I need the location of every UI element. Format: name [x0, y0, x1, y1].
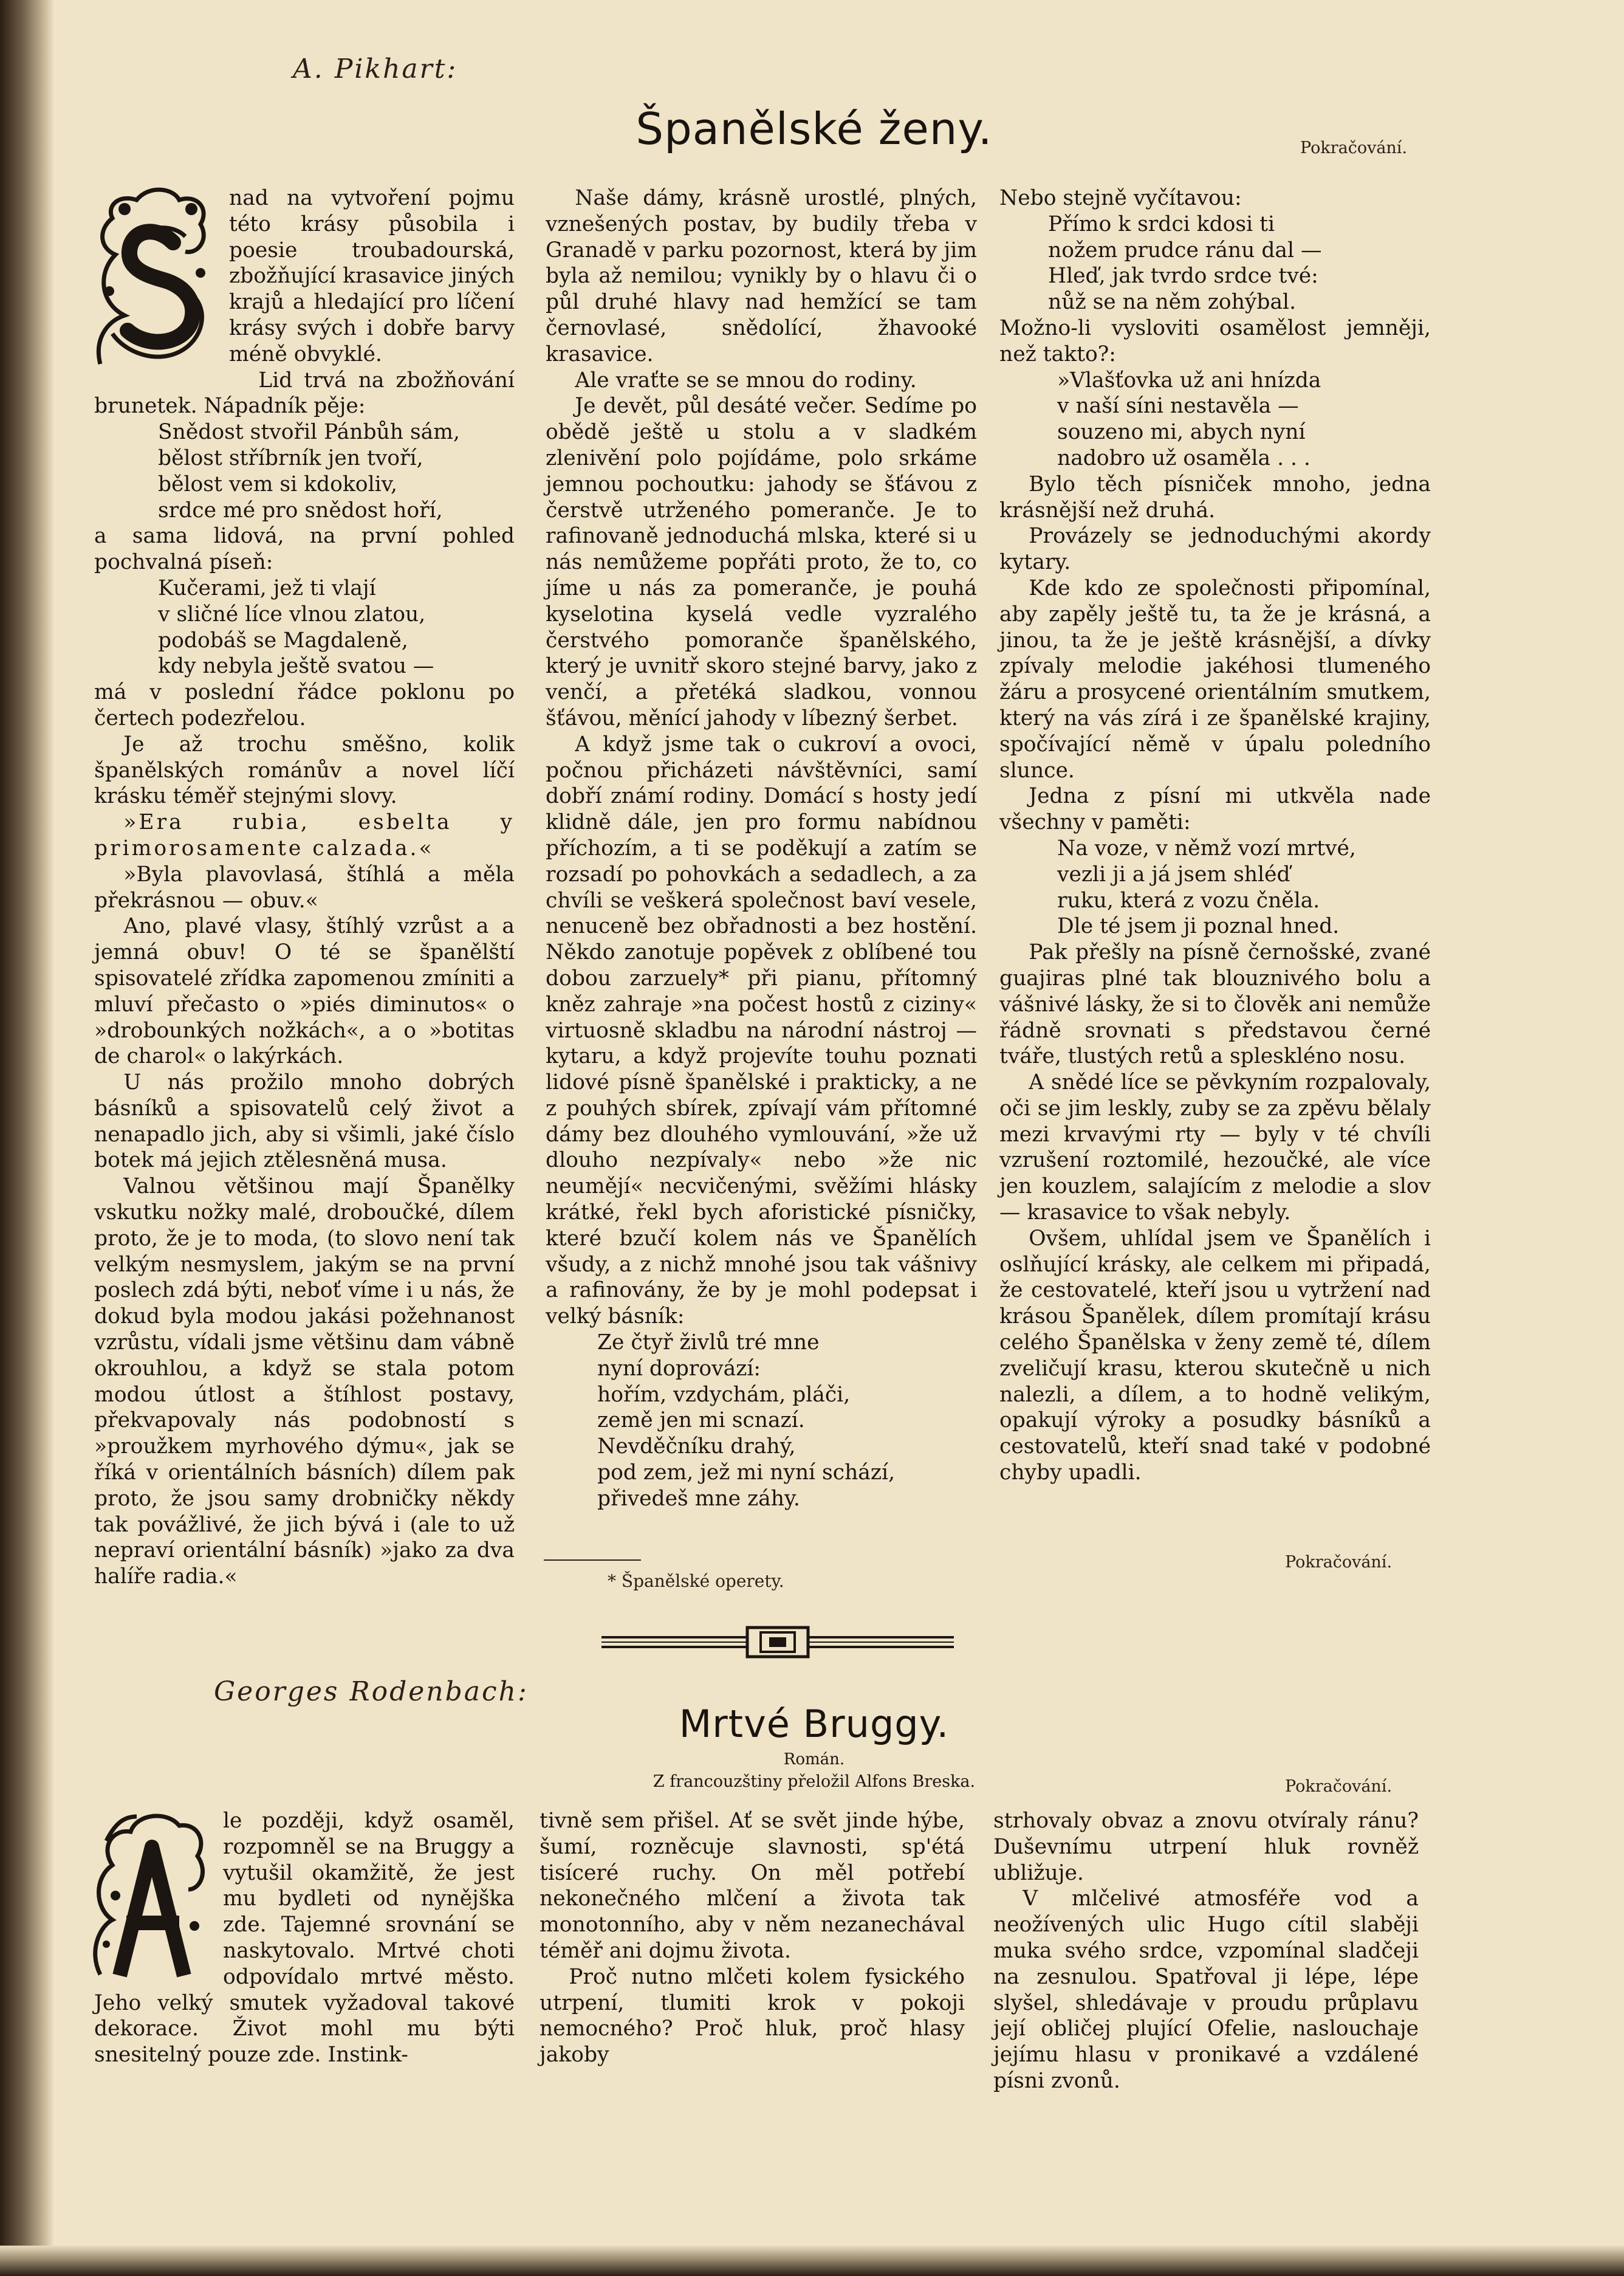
verse-line: ruku, která z vozu čněla.	[1057, 888, 1320, 913]
paragraph: Kde kdo ze společnosti připomínal, aby zapěly ještě tu, ta že je krásná, a jinou, ta že je ještě krásnější, a dívky zpívaly melodie jakéhosi tlumeného žáru a prosycené orientálním smutkem, který na vás zírá i ze španělské krajiny, spočívající němě v úpalu poledního slunce.	[999, 576, 1431, 783]
verse-line: vezli ji a já jsem shléď	[1057, 862, 1290, 887]
verse-line: v naší síni nestavěla —	[1057, 394, 1299, 419]
verse-line: pod zem, jež mi nyní schází,	[597, 1460, 896, 1485]
verse-line: přivedeš mne záhy.	[597, 1486, 800, 1511]
paragraph: Valnou většinou mají Španělky vskutku nožky malé, droboučké, dílem proto, že je to moda, (to slovo není tak velkým nesmyslem, jakým se na první poslech zdá býti, neboť víme i u nás, že dokud byla modou jakási požehnanost vzrůstu, vídali jsme většinu dam vábně okrouhlou, a když se stala potom modou útlost a štíhlost postavy, překvapovaly nás podobností s »proužkem myrhového dýmu«, jak se říká v orientálních básních) dílem pak proto, že jsou samy drobničky někdy tak povážlivé, že jich bývá i (ale to už nepraví orientální básník) »jako za dva halíře radia.«	[94, 1174, 515, 1589]
paragraph: Bylo těch písniček mnoho, jedna krásnější než druhá.	[999, 472, 1431, 523]
paragraph: U nás prožilo mnoho dobrých básníků a spisovatelů celý život a nenapadlo jich, aby si všimli, jaké číslo botek má jejich ztělesněná musa.	[94, 1070, 515, 1173]
ornamental-initial-a	[88, 1804, 210, 1987]
paragraph: má v poslední řádce poklonu po čertech podezřelou.	[94, 680, 515, 731]
verse-line: Přímo k srdci kdosi ti	[1048, 211, 1275, 236]
paragraph: Možno-li vysloviti osamělost jemněji, než takto?:	[999, 315, 1431, 366]
paragraph: Ano, plavé vlasy, štíhlý vzrůst a a jemná obuv! O té se španělští spisovatelé zřídka zapomenou zmíniti a mluví přečasto o »piés diminutos« o »drobounkých nožkách«, a o »botitas de charol« o lakýrkách.	[94, 914, 515, 1069]
paragraph: Nebo stejně vyčítavou:	[999, 186, 1242, 210]
paragraph: le později, když osaměl, rozpomněl se na Bruggy a vytušil okamžitě, že jest mu bydleti od nynějška zde. Tajemné srovnání se naskytovalo. Mrtvé choti odpovídalo mrtvé město. Jeho velký smutek vyžadoval takové dekorace. Život mohl mu býti snesitelný pouze zde. Instink-	[94, 1809, 515, 2068]
paragraph: V mlčelivé atmosféře vod a neožívených ulic Hugo cítil slaběji muka svého srdce, vzpomínal sladčeji na zesnulou. Spatřoval ji lépe, lépe slyšel, shledávaje v proudu průplavu její obličej plující Ofelie, naslouchaje jejímu hlasu v pronikavé a vzdálené písni zvonů.	[993, 1886, 1419, 2093]
paragraph: tivně sem přišel. Ať se svět jinde hýbe, šumí, rozněcuje slavnosti, sp'étá tisíceré ruchy. On měl potřebí nekonečného mlčení a života tak monotonního, aby v něm nezanechával téměř ani dojmu života.	[540, 1809, 965, 1963]
verse-line: nůž se na něm zohýbal.	[1048, 290, 1297, 315]
paragraph: A když jsme tak o cukroví a ovoci, počnou přicházeti návštěvníci, samí dobří známí rodiny. Domácí s hosty jedí klidně dále, jen pro formu nabídnou příchozím, a ti se poděkují a zatím se rozsadí po pohovkách a sedadlech, a za chvíli se veškerá společnost baví vesele, nenuceně bez obřadnosti a bez hostění. Někdo zanotuje popěvek z oblíbené tou dobou zarzuely* při pianu, přítomný kněz zahraje »na počest hostů z ciziny« virtuosně skladbu na národní nástroj — kytaru, a když projevíte touhu poznati lidové písně španělské i prakticky, a ne z pouhých sbírek, zpívají vám přítomné dámy bez dlouhého vymlouvání, »že už dlouho nezpívaly« nebo »že nic neumějí« necvičenými, svěžími hlásky krátké, řekl bych aforistické písničky, které bzučí kolem nás ve Španělích všudy, a z nichž mnohé jsou tak vášnivy a rafinovány, že by je mohl podepsat i velký básník:	[546, 732, 977, 1329]
verse-line: Snědost stvořil Pánbůh sám,	[158, 420, 460, 445]
article1-column-1	[94, 185, 515, 1590]
paragraph: Lid trvá na zbožňování brunetek. Nápadník pěje:	[94, 368, 515, 419]
paragraph: A snědé líce se pěvkyním rozpalovaly, oči se jim leskly, zuby se za zpěvu bělaly mezi krvavými rty — byly v té chvíli vzrušení roztomilé, hezoučké, ale více jen kouzlem, salajícím z melodie a slov — krasavice to však nebyly.	[999, 1070, 1431, 1225]
verse-line: Kučerami, jež ti vlají	[158, 576, 376, 600]
paragraph: »Byla plavovlasá, štíhlá a měla překrásnou — obuv.«	[94, 862, 515, 913]
verse-line: Dle té jsem ji poznal hned.	[1057, 914, 1340, 939]
paragraph: nad na vytvoření pojmu této krásy působila i poesie troubadourská, zbožňující krasavice jiných krajů a hledající pro líčení krásy svých i dobře barvy méně obvyklé.	[229, 186, 515, 366]
article1-column-2	[546, 185, 977, 1512]
paragraph: Ale vraťte se se mnou do rodiny.	[575, 368, 917, 393]
paragraph: strhovaly obvaz a znovu otvíraly ránu? Duševnímu utrpení hluk rovněž ubližuje.	[993, 1809, 1419, 1885]
article1-footnote: * Španělské operety.	[608, 1571, 784, 1591]
article2-continued-top: Pokračování.	[1285, 1777, 1393, 1796]
footnote-rule	[544, 1559, 641, 1561]
article1-continued-top: Pokračování.	[1300, 139, 1408, 157]
article2-title: Mrtvé Bruggy.	[679, 1702, 950, 1746]
verse-line: Nevděčníku drahý,	[597, 1434, 796, 1459]
ornamental-initial-s	[88, 182, 216, 376]
article1-title: Španělské ženy.	[636, 103, 993, 154]
verse-line: země jen mi scnazí.	[597, 1408, 805, 1433]
article2-column-3	[993, 1808, 1419, 2094]
article2-column-1	[94, 1808, 515, 2068]
paragraph: Ovšem, uhlídal jsem ve Španělích i oslňující krásky, ale celkem mi připadá, že cestovatelé, kteří jsou u vytržení nad krásou Španělek, dílem promítají krásu celého Španělska v ženy země té, dílem zveličují krasu, kterou skutečně u nich nalezli, a dílem, a to hodně velikým, opakují výroky a posudky básníků a cestovatelů, kteří snad také v podobné chyby upadli.	[999, 1226, 1431, 1485]
verse-line: »Vlašťovka už ani hnízda	[1057, 368, 1321, 393]
page-bottom-edge	[0, 2246, 1624, 2276]
article1-column-3	[999, 185, 1431, 1486]
paragraph: Pak přešly na písně černošské, zvané guajiras plné tak blouznivého bolu a vášnivé lásky, že si to člověk ani nemůže řádně srovnati s představou černé tváře, tlustých retů a spleskléno nosu.	[999, 940, 1431, 1069]
verse-line: bělost stříbrník jen tvoří,	[158, 445, 423, 470]
verse-line: nadobro už osaměla . . .	[1057, 445, 1311, 470]
verse-line: Na voze, v němž vozí mrtvé,	[1057, 836, 1356, 861]
article1-continued-bottom: Pokračování.	[1285, 1553, 1393, 1572]
paragraph: »Era rubia, esbelta y primorosamente calzada.«	[94, 810, 515, 861]
paragraph: a sama lidová, na první pohled pochvalná píseň:	[94, 524, 515, 575]
ornamental-divider	[601, 1624, 954, 1660]
paragraph: Je až trochu směšno, kolik španělských románův a novel líčí krásku téměř stejnými slovy.	[94, 732, 515, 809]
verse-line: kdy nebyla ještě svatou —	[158, 654, 434, 679]
verse-line: souzeno mi, abych nyní	[1057, 420, 1306, 445]
verse-line: bělost vem si kdokoliv,	[158, 472, 398, 497]
verse-line: Ze čtyř živlů tré mne	[597, 1330, 820, 1355]
article2-translator: Z francouzštiny přeložil Alfons Breska.	[653, 1772, 976, 1791]
paragraph: Proč nutno mlčeti kolem fysického utrpení, tlumiti krok v pokoji nemocného? Proč hluk, proč hlasy jakoby	[540, 1964, 965, 2068]
article2-column-2	[540, 1808, 965, 2068]
verse-line: hořím, vzdychám, pláči,	[597, 1382, 851, 1407]
article2-author: Georges Rodenbach:	[214, 1676, 529, 1707]
article2-genre: Román.	[783, 1750, 845, 1769]
paragraph: Je devět, půl desáté večer. Sedíme po obědě ještě u stolu a v sladkém zlenivění polo pojídáme, polo srkáme jemnou pochoutku: jahody se šťávou z čerstvě utrženého pomeranče. Je to rafinovaně jednoduchá mlska, které si u nás nemůžeme popřáti proto, že to, co jíme u nás za pomeranče, je pouhá kyselotina kyselá vedle vyzralého čerstvého pomoranče španělského, který je uvnitř skoro stejné barvy, jako z venčí, a přetéká sladkou, vonnou šťávou, měnící jahody v líbezný šerbet.	[546, 394, 977, 731]
verse-line: v sličné líce vlnou zlatou,	[158, 602, 426, 627]
binding-gutter	[0, 0, 53, 2276]
verse-line: nožem prudce ránu dal —	[1048, 238, 1322, 263]
paragraph: Provázely se jednoduchými akordy kytary.	[999, 524, 1431, 575]
paragraph: Jedna z písní mi utkvěla nade všechny v paměti:	[999, 784, 1431, 835]
paragraph: Naše dámy, krásně urostlé, plných, vznešených postav, by budily třeba v Granadě v parku pozornost, která by jim byla až nemilou; vynikly by o hlavu či o půl druhé hlavy nad hemžící se tam černovlasé, snědolící, žhavooké krasavice.	[546, 186, 977, 366]
verse-line: podobáš se Magdaleně,	[158, 628, 408, 653]
verse-line: srdce mé pro snědost hoří,	[158, 498, 443, 523]
article1-author: A. Pikhart:	[293, 53, 458, 84]
verse-line: nyní doprovází:	[597, 1356, 761, 1381]
verse-line: Hleď, jak tvrdo srdce tvé:	[1048, 264, 1318, 289]
